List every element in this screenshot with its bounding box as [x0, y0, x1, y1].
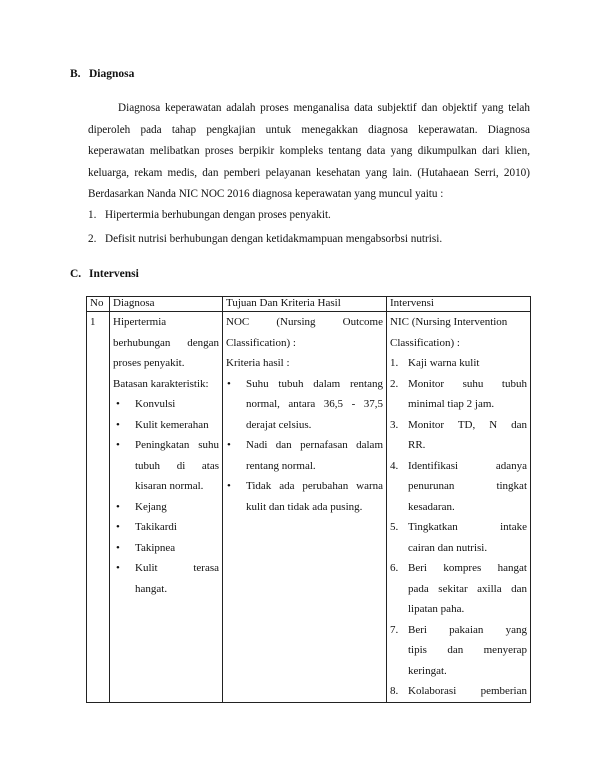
- nic-line: Classification) :: [390, 336, 460, 349]
- section-c-title: Intervensi: [89, 268, 139, 280]
- paragraph-line: keperawatan melibatkan proses berpikir kompleks tentang data yang dikumpulkan dari klien,: [88, 145, 530, 157]
- bullet-icon: •: [116, 541, 120, 554]
- nic-text: tipis dan menyerap: [408, 644, 527, 656]
- nic-text: keringat.: [408, 664, 447, 677]
- nic-item: [390, 353, 527, 374]
- nic-number: 4.: [390, 459, 399, 472]
- batasan-item: [113, 538, 219, 559]
- kriteria-text: derajat celsius.: [246, 418, 312, 431]
- nic-number: 3.: [390, 418, 399, 431]
- nic-number: 5.: [390, 521, 399, 533]
- header-diagnosa: Diagnosa: [110, 297, 223, 312]
- nic-text: penurunan tingkat: [408, 480, 527, 492]
- noc-line: Classification) :: [226, 336, 296, 349]
- kriteria-text: Nadi dan pernafasan dalam: [246, 439, 383, 451]
- bullet-icon: •: [227, 439, 231, 451]
- section-b-title: Diagnosa: [89, 68, 135, 80]
- kriteria-text: Tidak ada perubahan warna: [246, 480, 383, 492]
- batasan-item: [113, 497, 219, 518]
- nic-text: Monitor suhu tubuh: [408, 377, 527, 390]
- cell-diagnosa: [110, 312, 223, 703]
- batasan-text: Takikardi: [135, 521, 177, 533]
- section-b-heading: [70, 68, 134, 80]
- batasan-text: hangat.: [135, 582, 168, 595]
- list-item: [88, 206, 538, 230]
- kriteria-text: kulit dan tidak ada pusing.: [246, 500, 363, 513]
- diagnosa-paragraph: [88, 98, 530, 206]
- list-item: [88, 230, 538, 254]
- nic-text: Tingkatkan intake: [408, 521, 527, 533]
- batasan-text: Kulit terasa: [135, 562, 219, 574]
- batasan-text: tubuh di atas: [135, 459, 219, 472]
- batasan-text: Kejang: [135, 500, 167, 513]
- section-c-heading: [70, 268, 139, 280]
- bullet-icon: •: [116, 521, 120, 533]
- noc-line: NOC (Nursing Outcome: [226, 316, 383, 328]
- nic-number: 2.: [390, 377, 399, 390]
- header-no: No: [87, 297, 110, 312]
- paragraph-line: Diagnosa keperawatan adalah proses menganalisa data subjektif dan objektif yang telah: [118, 102, 530, 114]
- nic-number: 6.: [390, 562, 399, 574]
- batasan-item: [113, 517, 219, 538]
- table-header-row: [87, 297, 531, 312]
- bullet-icon: •: [227, 480, 231, 492]
- diagnosa-line: berhubungan dengan: [113, 336, 219, 349]
- nic-text: kesadaran.: [408, 500, 455, 513]
- nic-item: [390, 620, 527, 682]
- nic-item: [390, 374, 527, 415]
- header-intervensi: Intervensi: [387, 297, 531, 312]
- nic-text: Kolaborasi pemberian: [408, 685, 527, 697]
- nic-number: 8.: [390, 685, 399, 697]
- paragraph-line: diperoleh pada tahap pengkajian untuk menegakkan diagnosa keperawatan. Diagnosa: [88, 123, 530, 136]
- list-number: 1.: [88, 209, 97, 221]
- nic-text: Beri pakaian yang: [408, 623, 527, 636]
- batasan-item: [113, 394, 219, 415]
- bullet-icon: •: [116, 439, 120, 451]
- batasan-item: [113, 435, 219, 497]
- bullet-icon: •: [227, 377, 231, 390]
- bullet-icon: •: [116, 418, 120, 431]
- row-number: 1: [90, 316, 96, 328]
- diagnosa-line: proses penyakit.: [113, 357, 185, 369]
- batasan-label: Batasan karakteristik:: [113, 377, 209, 390]
- nic-line: NIC (Nursing Intervention: [390, 316, 508, 328]
- kriteria-text: normal, antara 36,5 - 37,5: [246, 398, 383, 410]
- diagnosa-line: Hipertermia: [113, 316, 167, 328]
- nic-text: RR.: [408, 439, 426, 451]
- batasan-item: [113, 415, 219, 436]
- nic-item: [390, 517, 527, 558]
- paragraph-line: keluarga, rekam medis, dan pemberi pelayanan kesehatan yang lain. (Hutahaean Serri, 2010): [88, 166, 530, 179]
- nic-item: [390, 415, 527, 456]
- nic-text: minimal tiap 2 jam.: [408, 398, 495, 410]
- batasan-text: kisaran normal.: [135, 480, 204, 492]
- intervensi-table: [86, 296, 531, 703]
- kriteria-text: Suhu tubuh dalam rentang: [246, 377, 383, 390]
- nic-text: Identifikasi adanya: [408, 459, 527, 472]
- kriteria-label: Kriteria hasil :: [226, 357, 290, 369]
- batasan-text: Kulit kemerahan: [135, 418, 209, 431]
- batasan-item: [113, 558, 219, 599]
- nic-text: lipatan paha.: [408, 603, 465, 615]
- bullet-icon: •: [116, 562, 120, 574]
- list-text: Defisit nutrisi berhubungan dengan ketidakmampuan mengabsorbsi nutrisi.: [105, 233, 443, 245]
- nic-item: [390, 456, 527, 518]
- batasan-text: Takipnea: [135, 541, 176, 554]
- cell-no: [87, 312, 110, 703]
- kriteria-item: [226, 476, 383, 517]
- header-tujuan: Tujuan Dan Kriteria Hasil: [223, 297, 387, 312]
- cell-tujuan: [223, 312, 387, 703]
- diagnosa-list: [88, 206, 538, 254]
- table-row: [87, 312, 531, 703]
- bullet-icon: •: [116, 500, 120, 513]
- list-number: 2.: [88, 233, 97, 245]
- section-c-letter: C.: [70, 268, 82, 280]
- nic-item: [390, 558, 527, 620]
- kriteria-item: [226, 435, 383, 476]
- nic-text: pada sekitar axilla dan: [408, 582, 527, 595]
- nic-text: Kaji warna kulit: [408, 357, 480, 369]
- nic-text: cairan dan nutrisi.: [408, 541, 488, 554]
- batasan-text: Peningkatan suhu: [135, 439, 219, 451]
- kriteria-text: rentang normal.: [246, 459, 316, 472]
- cell-intervensi: [387, 312, 531, 703]
- list-text: Hipertermia berhubungan dengan proses penyakit.: [105, 209, 331, 221]
- nic-item: [390, 681, 527, 702]
- section-b-letter: B.: [70, 68, 81, 80]
- bullet-icon: •: [116, 398, 120, 410]
- nic-number: 1.: [390, 357, 399, 369]
- nic-text: Beri kompres hangat: [408, 562, 527, 574]
- nic-text: Monitor TD, N dan: [408, 418, 527, 431]
- nic-number: 7.: [390, 623, 399, 636]
- kriteria-item: [226, 374, 383, 436]
- batasan-text: Konvulsi: [135, 398, 176, 410]
- paragraph-line: Berdasarkan Nanda NIC NOC 2016 diagnosa keperawatan yang muncul yaitu :: [88, 188, 444, 200]
